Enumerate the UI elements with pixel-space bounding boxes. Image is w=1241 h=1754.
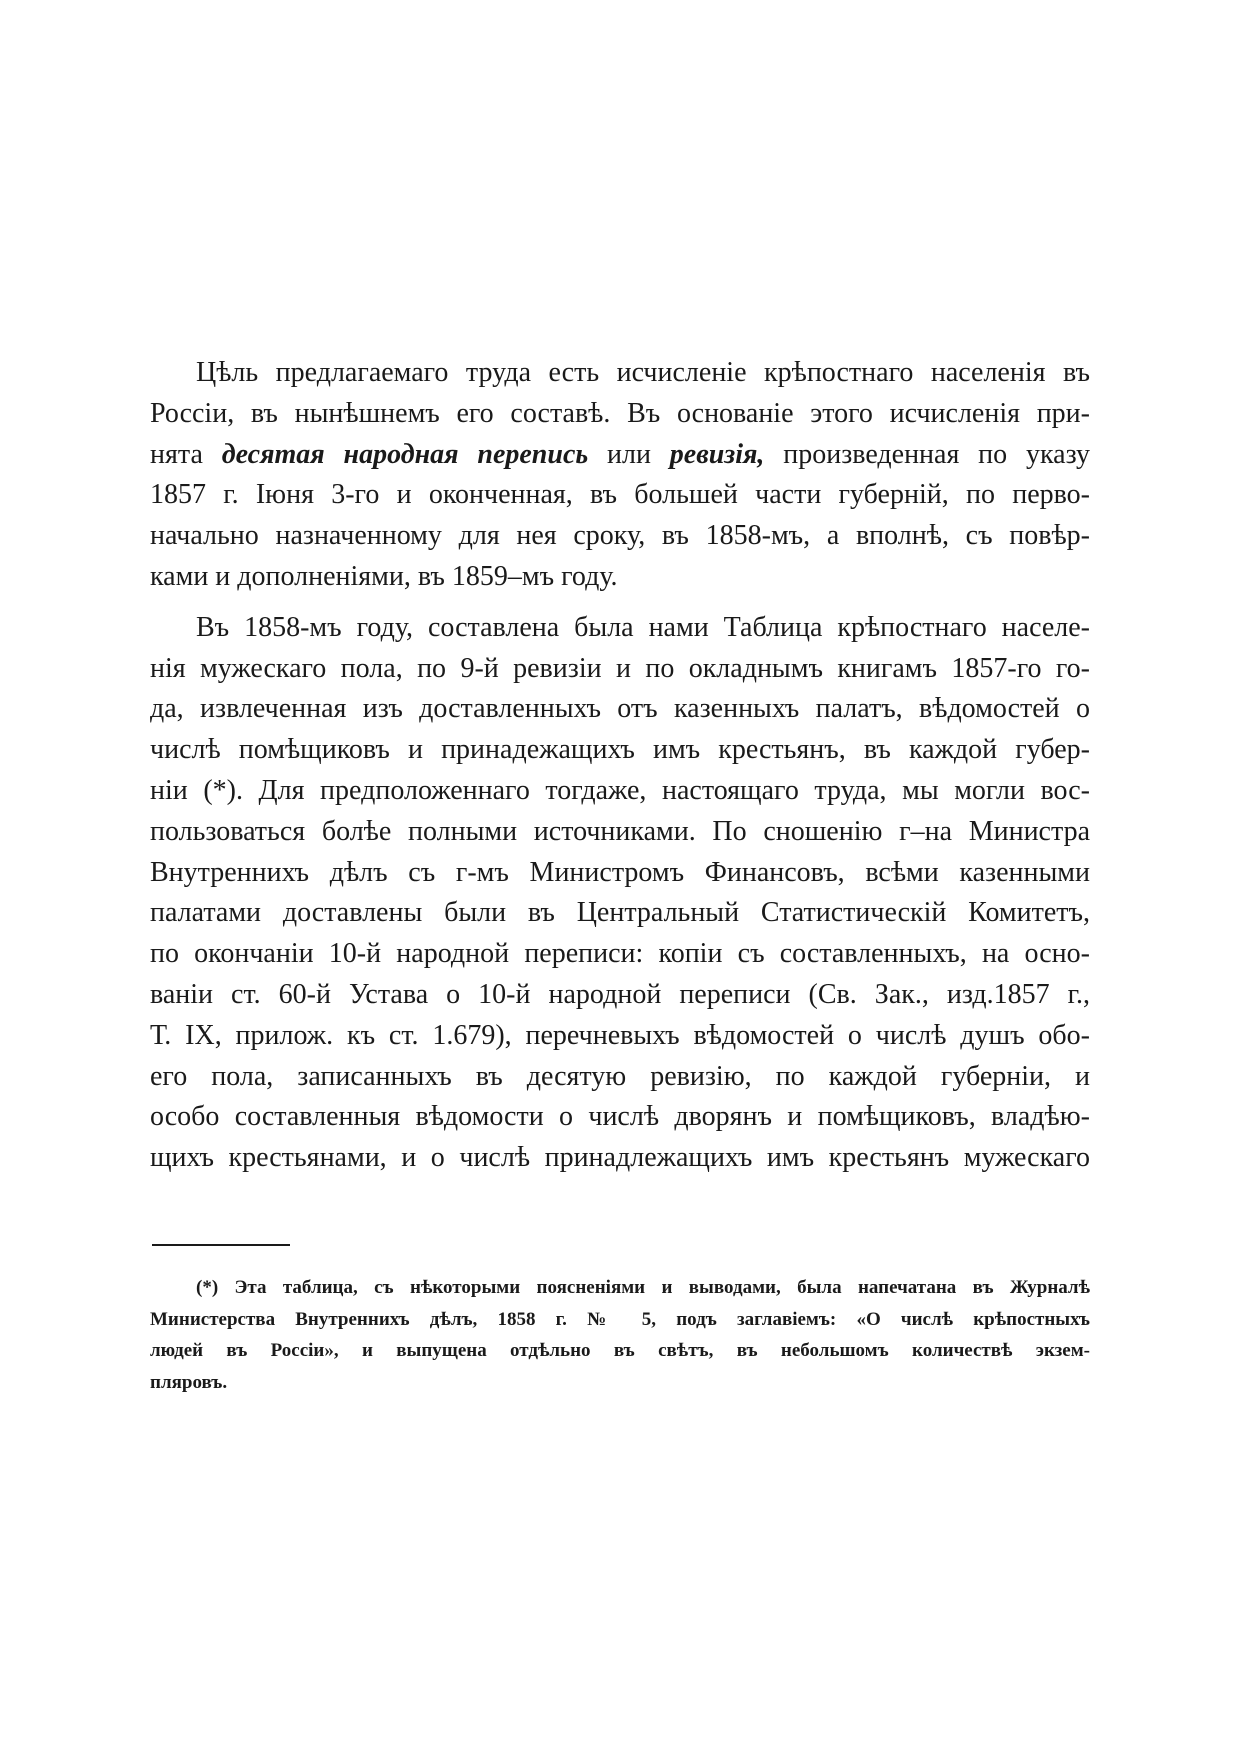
text-line: Цѣль предлагаемаго труда есть исчисленіе крѣпостнаго населенія въ (196, 357, 1090, 388)
paragraph-2 (150, 608, 1090, 1179)
footnote (150, 1272, 1090, 1398)
footnote-line: (*) Эта таблица, съ нѣкоторыми поясненіями и выводами, была напечатана въ Журналѣ (196, 1277, 1090, 1298)
text-line: Внутреннихъ дѣлъ съ г-мъ Министромъ Финансовъ, всѣми казенными (150, 856, 1090, 888)
text-run: нята (150, 438, 203, 470)
emphasis-term: ревизія, (669, 438, 765, 470)
text-line: Т. IX, прилож. къ ст. 1.679), перечневыхъ вѣдомостей о числѣ душъ обо- (150, 1019, 1090, 1051)
paragraph-gap (150, 598, 1090, 608)
text-line: его пола, записанныхъ въ десятую ревизію, по каждой губерніи, и (150, 1060, 1090, 1092)
text-line: по окончаніи 10-й народной переписи: копіи съ составленныхъ, на осно- (150, 938, 1090, 970)
footnote-line: пляровъ. (150, 1371, 228, 1393)
footnote-separator (152, 1244, 290, 1246)
text-line: 1857 г. Іюня 3-го и оконченная, въ большей части губерній, по перво- (150, 479, 1090, 511)
text-line: пользоваться болѣе полными источниками. По сношенію г–на Министра (150, 815, 1090, 847)
text-line: нія мужескаго пола, по 9-й ревизіи и по окладнымъ книгамъ 1857-го го- (150, 652, 1090, 684)
text-line: числѣ помѣщиковъ и принадежащихъ имъ крестьянъ, въ каждой губер- (150, 734, 1090, 766)
footnote-line: людей въ Россіи», и выпущена отдѣльно въ свѣтъ, въ небольшомъ количествѣ экзем- (150, 1340, 1090, 1361)
text-line: начально назначенному для нея сроку, въ 1858-мъ, а вполнѣ, съ повѣр- (150, 520, 1090, 552)
text-line: Россіи, въ нынѣшнемъ его составѣ. Въ основаніе этого исчисленія при- (150, 397, 1090, 429)
emphasis-term: десятая народная перепись (221, 438, 589, 470)
text-line: ніи (*). Для предположеннаго тогдаже, настоящаго труда, мы могли вос- (150, 774, 1090, 806)
text-line: Въ 1858-мъ году, составлена была нами Таблица крѣпостнаго населе- (196, 611, 1090, 643)
paragraph-1 (150, 353, 1090, 598)
text-line: особо составленныя вѣдомости о числѣ дворянъ и помѣщиковъ, владѣю- (150, 1101, 1090, 1133)
text-line: щихъ крестьянами, и о числѣ принадлежащихъ имъ крестьянъ мужескаго (150, 1142, 1090, 1174)
text-line: ваніи ст. 60-й Устава о 10-й народной переписи (Св. Зак., изд.1857 г., (150, 978, 1090, 1010)
main-text (150, 353, 1090, 1179)
text-line: палатами доставлены были въ Центральный Статистическій Комитетъ, (150, 897, 1090, 929)
text-line: ками и дополненіями, въ 1859–мъ году. (150, 560, 618, 592)
text-line (150, 435, 1090, 476)
text-line: да, извлеченная изъ доставленныхъ отъ казенныхъ палатъ, вѣдомостей о (150, 693, 1090, 725)
text-run: произведенная по указу (783, 438, 1091, 470)
text-run: или (607, 438, 651, 470)
footnote-line: Министерства Внутреннихъ дѣлъ, 1858 г. № 5, подъ заглавіемъ: «О числѣ крѣпостныхъ (150, 1308, 1090, 1330)
